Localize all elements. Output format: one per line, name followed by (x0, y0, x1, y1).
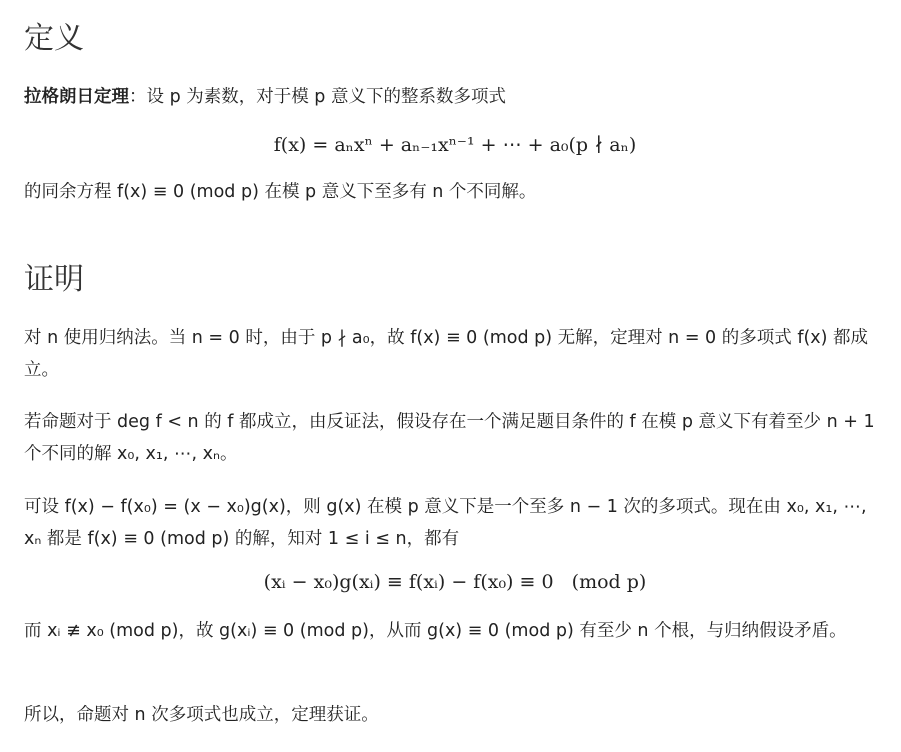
proof-formula: (xᵢ − x₀)g(xᵢ) ≡ f(xᵢ) − f(x₀) ≡ 0 (mod p) (263, 571, 647, 593)
proof-paragraph-4: 而 xᵢ ≢ x₀ (mod p)，故 g(xᵢ) ≡ 0 (mod p)，从而 g(x) ≡ 0 (mod p) 有至少 n 个根，与归纳假设矛盾。 (24, 621, 847, 641)
definition-formula: f(x) = aₙxⁿ + aₙ₋₁xⁿ⁻¹ + ⋯ + a₀(p ∤ aₙ) (273, 134, 637, 156)
definition-heading: 定义 (24, 21, 84, 56)
proof-paragraph-3: 可设 f(x) − f(x₀) = (x − x₀)g(x)，则 g(x) 在模 p 意义下是一个至多 n − 1 次的多项式。现在由 x₀, x₁, ⋯, xₙ 都是 f(x) ≡ 0 (mod p) 的解，知对 1 ≤ i ≤ n，都有 (24, 497, 867, 549)
proof-heading: 证明 (24, 262, 84, 297)
definition-intro: ：设 p 为素数，对于模 p 意义下的整系数多项式 (129, 87, 506, 107)
proof-paragraph-1: 对 n 使用归纳法。当 n = 0 时，由于 p ∤ a₀，故 f(x) ≡ 0 (mod p) 无解，定理对 n = 0 的多项式 f(x) 都成立。 (24, 328, 869, 380)
definition-statement (24, 81, 886, 113)
proof-paragraph-2: 若命题对于 deg f < n 的 f 都成立，由反证法，假设存在一个满足题目条件的 f 在模 p 意义下有着至少 n + 1 个不同的解 x₀, x₁, ⋯, xₙ。 (24, 412, 875, 464)
theorem-name: 拉格朗日定理 (24, 87, 129, 107)
definition-conclusion: 的同余方程 f(x) ≡ 0 (mod p) 在模 p 意义下至多有 n 个不同解。 (24, 182, 537, 202)
proof-paragraph-5: 所以，命题对 n 次多项式也成立，定理获证。 (24, 705, 379, 725)
